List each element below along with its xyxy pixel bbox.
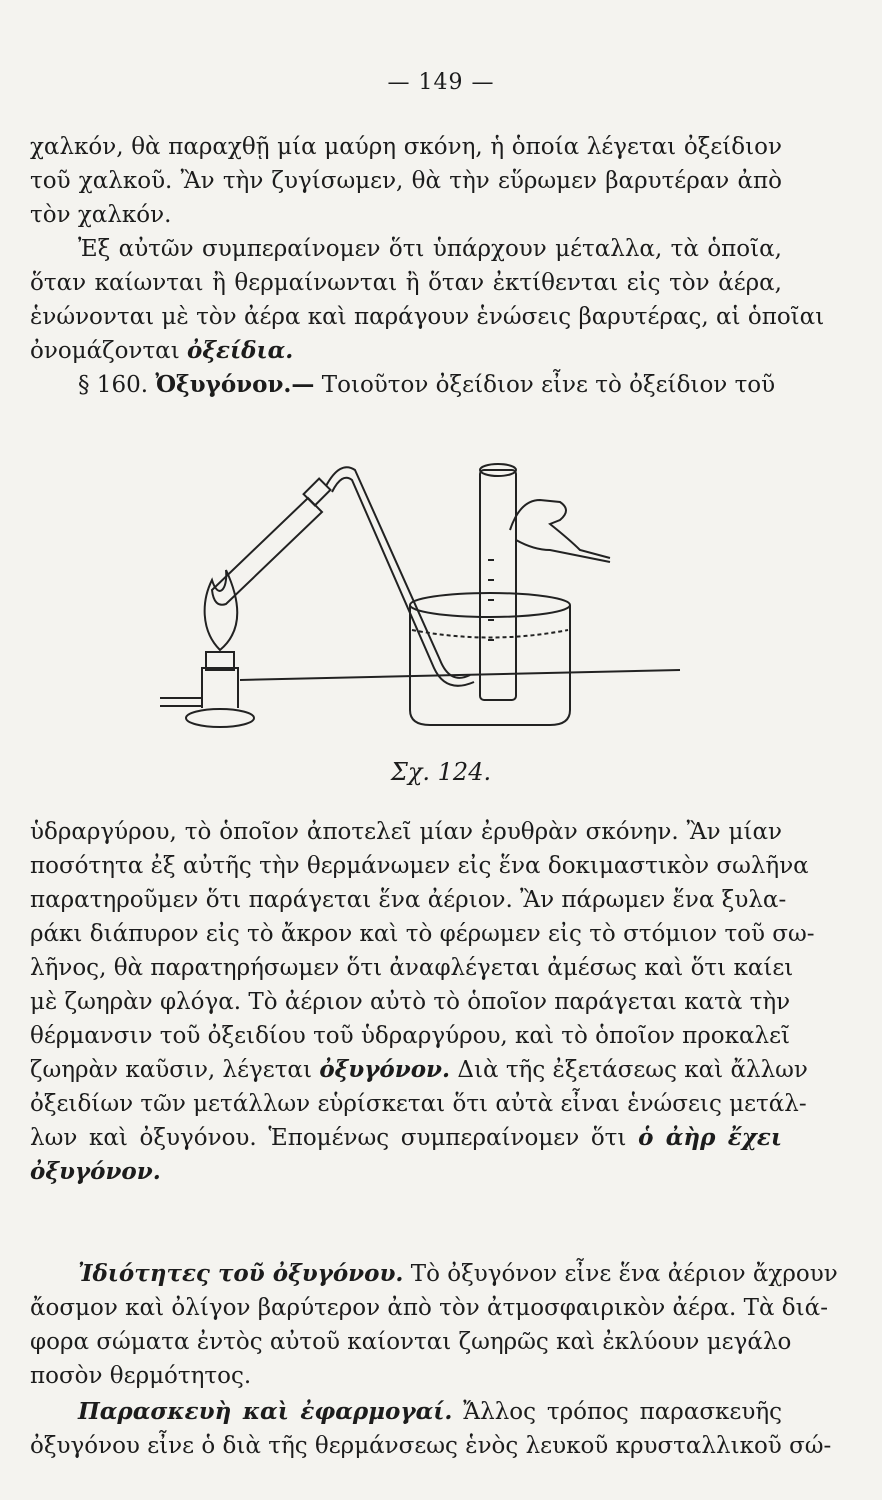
text-fragment: ζωηρὰν καῦσιν, λέγεται <box>30 1057 312 1083</box>
conclusion-term: ὁ ἀὴρ ἔχει <box>638 1124 783 1151</box>
burner-tube <box>160 698 202 706</box>
test-tube <box>212 498 322 605</box>
preparation-title: Παρασκευὴ καὶ ἐφαρμογαί. <box>78 1398 453 1425</box>
text-fragment: ὀνομάζονται <box>30 338 180 364</box>
text-line: ὀξυγόνου εἶνε ὁ διὰ τῆς θερμάνσεως ἑνὸς λευκοῦ κρυσταλλικοῦ σώ- <box>30 1433 832 1459</box>
figure-caption: Σχ. 124. <box>390 758 492 786</box>
text-line: ὑδραργύρου, τὸ ὁποῖον ἀποτελεῖ μίαν ἐρυθρὰν σκόνην. Ἂν μίαν <box>30 819 782 845</box>
conclusion-term-end: ὀξυγόνον. <box>30 1158 161 1185</box>
text-fragment: Διὰ τῆς ἐξετάσεως καὶ ἄλλων <box>457 1057 808 1083</box>
text-line: λῆνος, θὰ παρατηρήσωμεν ὅτι ἀναφλέγεται ἀμέσως καὶ ὅτι καίει <box>30 955 794 981</box>
text-fragment: λων καὶ ὀξυγόνου. Ἑπομένως συμπεραίνομεν ὅτι <box>30 1125 627 1151</box>
text-line <box>30 1395 782 1429</box>
water-line <box>412 630 568 638</box>
section-heading-line <box>30 368 782 402</box>
text-line: ράκι διάπυρον εἰς τὸ ἄκρον καὶ τὸ φέρωμεν εἰς τὸ στόμιον τοῦ σω- <box>30 921 815 947</box>
figure-drawing <box>160 464 680 727</box>
text-line: τοῦ χαλκοῦ. Ἂν τὴν ζυγίσωμεν, θὰ τὴν εὕρωμεν βαρυτέραν ἀπὸ <box>30 168 782 194</box>
body-text-block <box>30 815 815 1189</box>
text-line: φορα σώματα ἐντὸς αὐτοῦ καίονται ζωηρῶς καὶ ἐκλύουν μεγάλο <box>30 1329 792 1355</box>
properties-title: Ἰδιότητες τοῦ ὀξυγόνου. <box>78 1260 404 1287</box>
text-line: χαλκόν, θὰ παραχθῇ μία μαύρη σκόνη, ἡ ὁποία λέγεται ὀξείδιον <box>30 134 782 160</box>
gas-cylinder <box>480 470 516 700</box>
text-line: ἄοσμον καὶ ὀλίγον βαρύτερον ἀπὸ τὸν ἀτμοσφαιρικὸν ἀέρα. Τὰ διά- <box>30 1295 828 1321</box>
text-line: μὲ ζωηρὰν φλόγα. Τὸ ἀέριον αὐτὸ τὸ ὁποῖον παράγεται κατὰ τὴν <box>30 989 791 1015</box>
section-title: Ὀξυγόνον.— <box>155 371 315 398</box>
text-line <box>30 1121 782 1155</box>
burner-base <box>186 709 254 727</box>
burner-body <box>202 668 238 708</box>
text-fragment: Τὸ ὀξυγόνον εἶνε ἕνα ἀέριον ἄχρουν <box>410 1261 838 1287</box>
term-oxygen: ὀξυγόνον. <box>319 1056 451 1083</box>
delivery-tube <box>326 467 470 678</box>
text-fragment: Ἄλλος τρόπος παρασκευῆς <box>463 1399 782 1425</box>
text-line: Ἐξ αὐτῶν συμπεραίνομεν ὅτι ὑπάρχουν μέταλλα, τὰ ὁποῖα, <box>78 236 782 262</box>
stopper <box>304 479 331 506</box>
text-line: ποσότητα ἐξ αὐτῆς τὴν θερμάνωμεν εἰς ἕνα δοκιμαστικὸν σωλῆνα <box>30 853 809 879</box>
section-number: § 160. <box>78 372 149 398</box>
text-line <box>30 334 782 368</box>
text-line: ὀξειδίων τῶν μετάλλων εὑρίσκεται ὅτι αὐτὰ εἶναι ἑνώσεις μετάλ- <box>30 1091 807 1117</box>
text-line: παρατηροῦμεν ὅτι παράγεται ἕνα ἀέριον. Ἂν πάρωμεν ἕνα ξυλα- <box>30 887 787 913</box>
page-number: — 149 — <box>387 70 495 95</box>
text-fragment: Τοιοῦτον ὀξείδιον εἶνε τὸ ὀξείδιον τοῦ <box>321 372 776 398</box>
text-line <box>30 1053 808 1087</box>
top-text-block <box>30 130 825 402</box>
cylinder-scale <box>488 560 494 640</box>
properties-block <box>30 1257 838 1393</box>
text-line: θέρμανσιν τοῦ ὀξειδίου τοῦ ὑδραργύρου, καὶ τὸ ὁποῖον προκαλεῖ <box>30 1023 791 1049</box>
text-line: ὅταν καίωνται ἢ θερμαίνωνται ἢ ὅταν ἐκτίθενται εἰς τὸν ἀέρα, <box>30 270 782 296</box>
preparation-block <box>30 1395 832 1463</box>
text-line: ποσὸν θερμότητος. <box>30 1363 252 1389</box>
text-line: ἑνώνονται μὲ τὸν ἀέρα καὶ παράγουν ἑνώσεις βαρυτέρας, αἱ ὁποῖαι <box>30 304 825 330</box>
text-line <box>30 1257 838 1291</box>
hand <box>510 500 610 558</box>
text-line: τὸν χαλκόν. <box>30 202 172 228</box>
term-oxides: ὀξείδια. <box>187 337 294 364</box>
trough <box>410 605 570 725</box>
trough-rim <box>410 593 570 617</box>
apparatus-figure <box>140 440 700 790</box>
